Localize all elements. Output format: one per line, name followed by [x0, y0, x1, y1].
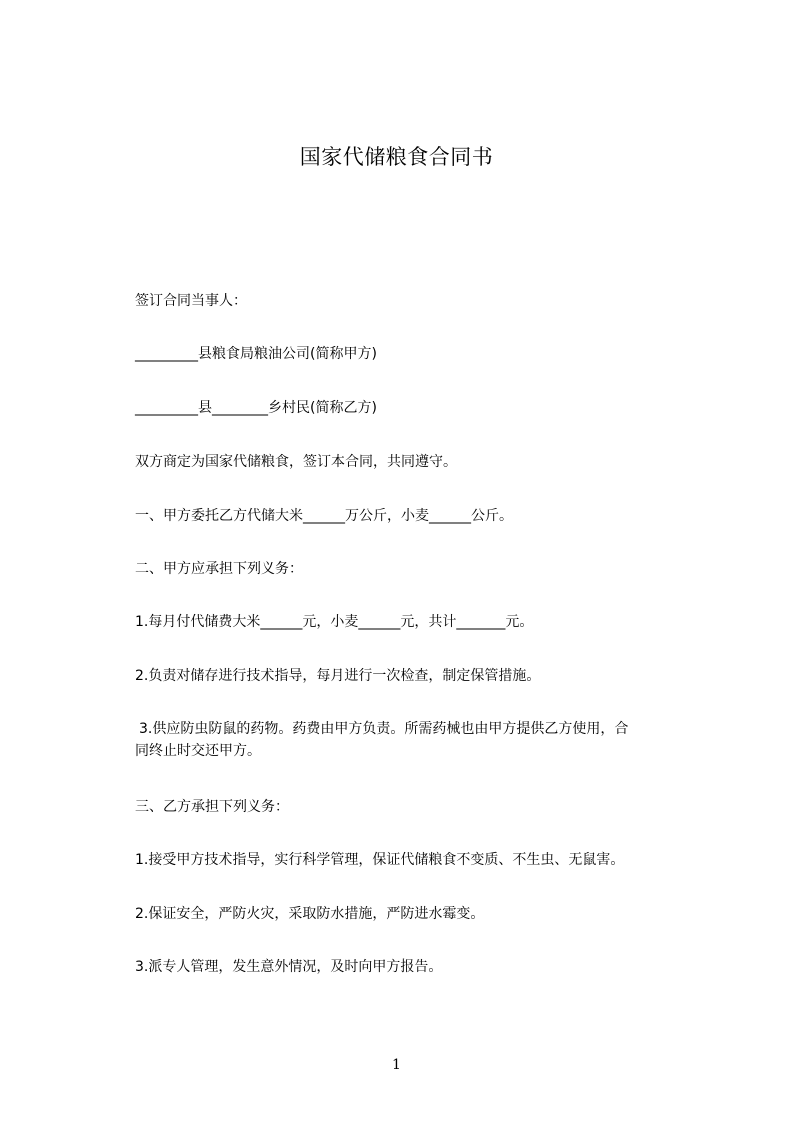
clause-2-item-3: [135, 718, 703, 762]
clause-3-item-3: 3.派专人管理，发生意外情况，及时向甲方报告。: [135, 959, 443, 975]
clause-3-heading: 三、乙方承担下列义务：: [135, 799, 289, 815]
page-number: 1: [392, 1057, 401, 1073]
parties-heading: 签订合同当事人：: [135, 293, 247, 309]
clause-2-item-1: 1.每月付代储费大米______元，小麦______元，共计_______元。: [135, 614, 534, 630]
clause-2-item-3-line-2: 同终止时交还甲方。: [135, 743, 261, 759]
clause-2-item-3-line-1: 3.供应防虫防鼠的药物。药费由甲方负责。所需药械也由甲方提供乙方使用，合: [139, 721, 629, 737]
agreement-statement: 双方商定为国家代储粮食，签订本合同，共同遵守。: [135, 454, 457, 470]
clause-2-heading: 二、甲方应承担下列义务：: [135, 561, 303, 577]
clause-2-item-2: 2.负责对储存进行技术指导，每月进行一次检查，制定保管措施。: [135, 668, 541, 684]
party-b-line: _________县________乡村民(简称乙方): [135, 400, 377, 416]
party-a-line: _________县粮食局粮油公司(简称甲方): [135, 346, 377, 362]
clause-3-item-2: 2.保证安全，严防火灾，采取防水措施，严防进水霉变。: [135, 906, 485, 922]
clause-1: 一、甲方委托乙方代储大米______万公斤，小麦______公斤。: [135, 508, 513, 524]
clause-3-item-1: 1.接受甲方技术指导，实行科学管理，保证代储粮食不变质、不生虫、无鼠害。: [135, 852, 625, 868]
document-title: 国家代储粮食合同书: [299, 145, 494, 169]
